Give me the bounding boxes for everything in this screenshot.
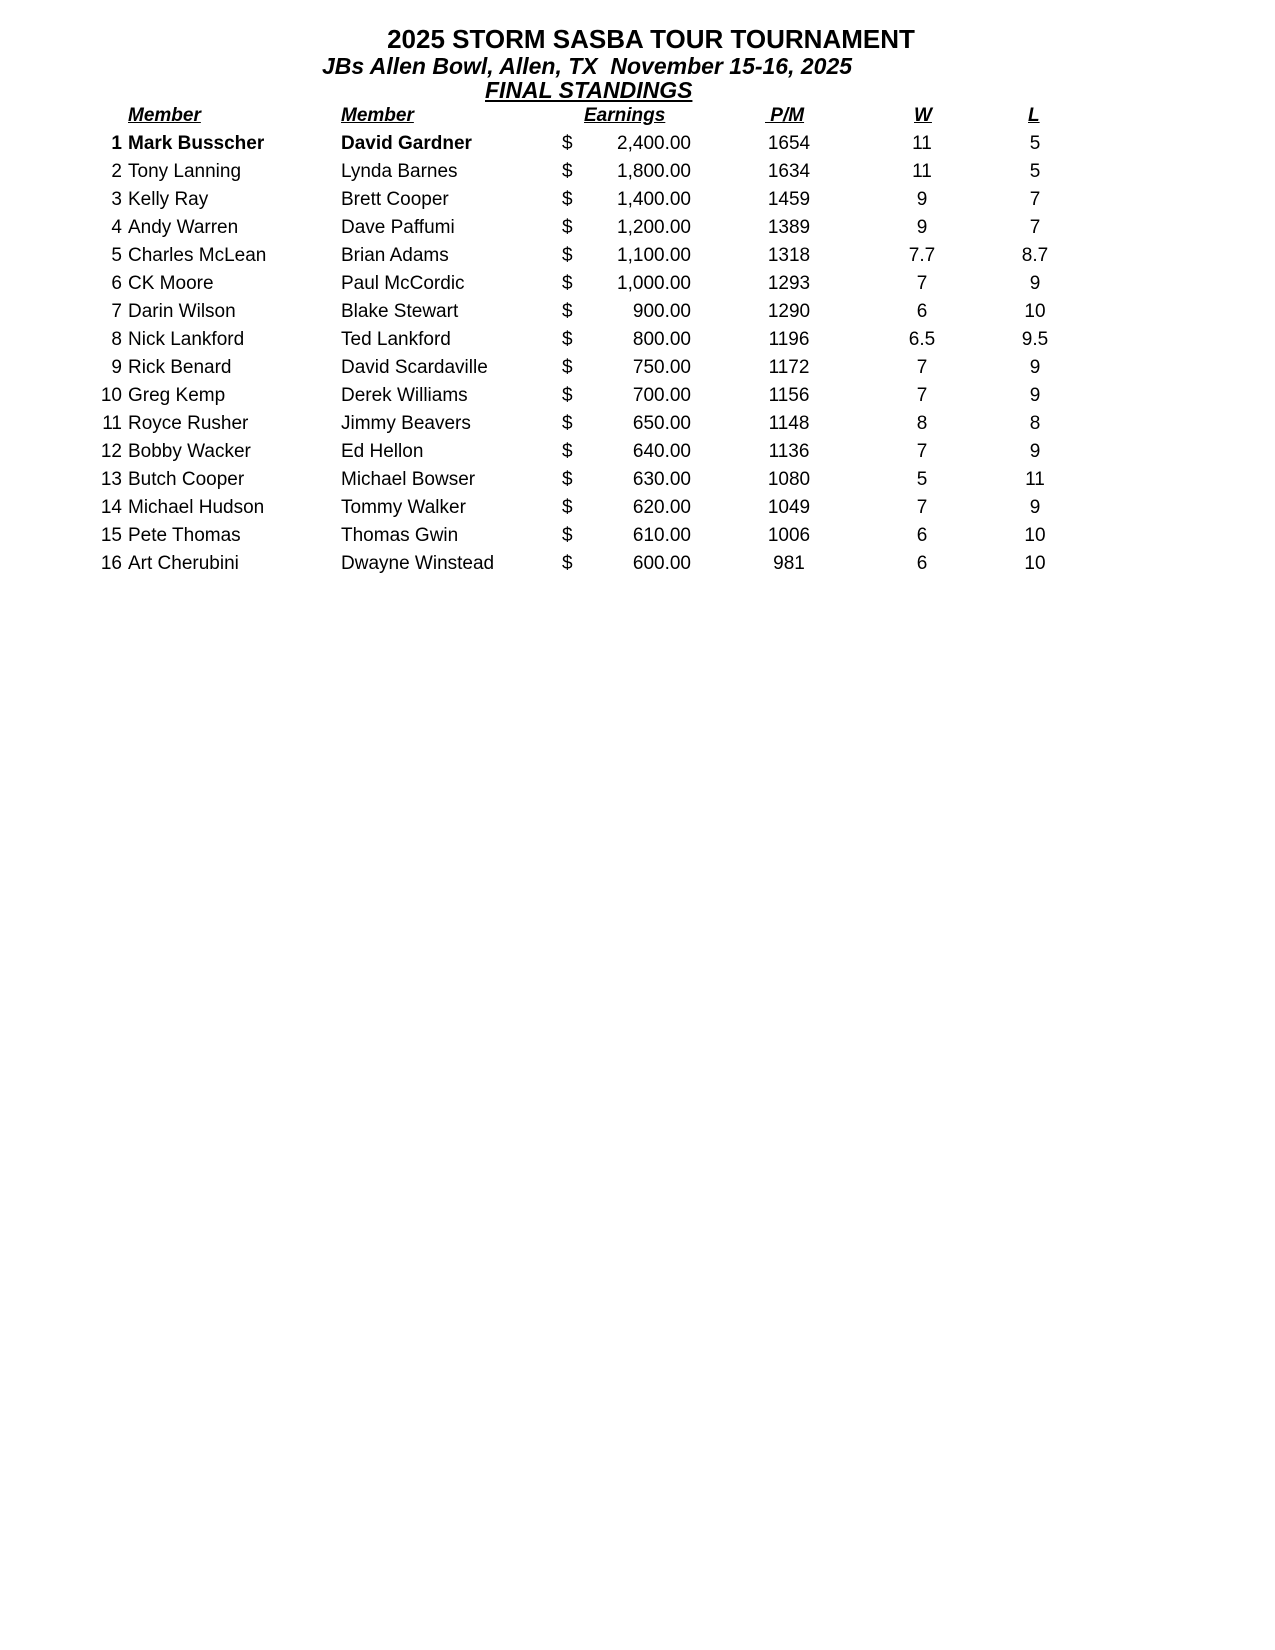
rank-cell: 15 [100,525,122,546]
member-2-cell: Tommy Walker [341,497,466,518]
losses-cell: 9 [1029,385,1041,406]
currency-cell: $ [562,133,573,154]
pm-cell: 1293 [767,273,811,294]
member-1-cell: Mark Busscher [128,133,265,154]
losses-cell: 9 [1029,357,1041,378]
member-1-cell: Michael Hudson [128,497,265,518]
table-row [0,410,1275,438]
currency-cell: $ [562,553,573,574]
rank-cell: 13 [100,469,122,490]
wins-cell: 7 [916,357,928,378]
pm-cell: 1080 [767,469,811,490]
member-1-cell: Andy Warren [128,217,239,238]
losses-cell: 8.7 [1021,245,1049,266]
table-row [0,438,1275,466]
pm-cell: 981 [773,553,805,574]
rank-cell: 8 [111,329,122,350]
earnings-cell: 600.00 [632,553,691,574]
table-row [0,270,1275,298]
rank-cell: 10 [100,385,122,406]
earnings-cell: 1,200.00 [617,217,691,238]
rank-cell: 12 [100,441,122,462]
document-title: 2025 STORM SASBA TOUR TOURNAMENT [387,24,915,54]
table-row [0,242,1275,270]
wins-cell: 7.7 [908,245,936,266]
pm-cell: 1634 [767,161,811,182]
member-2-cell: Michael Bowser [341,469,476,490]
table-row [0,550,1275,578]
table-header [0,103,1275,129]
losses-cell: 9.5 [1021,329,1049,350]
losses-cell: 5 [1029,133,1041,154]
losses-cell: 8 [1029,413,1041,434]
rank-cell: 16 [100,553,122,574]
losses-cell: 9 [1029,497,1041,518]
losses-cell: 9 [1029,441,1041,462]
currency-cell: $ [562,497,573,518]
currency-cell: $ [562,441,573,462]
earnings-cell: 640.00 [632,441,691,462]
member-1-cell: Pete Thomas [128,525,241,546]
member-2-cell: Derek Williams [341,385,468,406]
wins-cell: 7 [916,385,928,406]
rank-cell: 11 [102,413,122,434]
currency-cell: $ [562,413,573,434]
rank-cell: 9 [111,357,122,378]
earnings-cell: 620.00 [632,497,691,518]
currency-cell: $ [562,189,573,210]
member-2-cell: Thomas Gwin [341,525,459,546]
header-earnings: Earnings [584,105,666,126]
earnings-cell: 750.00 [632,357,691,378]
pm-cell: 1654 [767,133,811,154]
member-2-cell: Jimmy Beavers [341,413,471,434]
earnings-cell: 900.00 [632,301,691,322]
member-2-cell: Dwayne Winstead [341,553,495,574]
member-1-cell: Charles McLean [128,245,267,266]
rank-cell: 2 [111,161,122,182]
pm-cell: 1156 [768,385,810,406]
wins-cell: 11 [912,161,932,182]
earnings-cell: 1,400.00 [617,189,691,210]
wins-cell: 6 [916,553,928,574]
section-title: FINAL STANDINGS [485,77,693,103]
currency-cell: $ [562,161,573,182]
table-row [0,158,1275,186]
currency-cell: $ [562,301,573,322]
losses-cell: 10 [1024,525,1046,546]
document-subtitle: JBs Allen Bowl, Allen, TX November 15-16, 2025 [322,53,853,79]
member-1-cell: Nick Lankford [128,329,245,350]
wins-cell: 5 [916,469,928,490]
wins-cell: 11 [912,133,932,154]
table-row [0,382,1275,410]
member-1-cell: Rick Benard [128,357,232,378]
pm-cell: 1318 [767,245,811,266]
member-1-cell: Tony Lanning [128,161,242,182]
table-row [0,214,1275,242]
earnings-cell: 1,100.00 [617,245,691,266]
pm-cell: 1136 [768,441,810,462]
earnings-cell: 630.00 [632,469,691,490]
wins-cell: 6 [916,525,928,546]
header-pm: P/M [765,105,805,126]
pm-cell: 1290 [767,301,811,322]
rank-cell: 6 [111,273,122,294]
member-2-cell: Dave Paffumi [341,217,455,238]
rank-cell: 5 [111,245,122,266]
losses-cell: 5 [1029,161,1041,182]
losses-cell: 9 [1029,273,1041,294]
earnings-cell: 700.00 [632,385,691,406]
pm-cell: 1196 [768,329,810,350]
pm-cell: 1172 [768,357,810,378]
table-row [0,326,1275,354]
member-2-cell: Ed Hellon [341,441,424,462]
pm-cell: 1389 [767,217,811,238]
header-member-1: Member [128,105,201,126]
member-1-cell: Art Cherubini [128,553,239,574]
table-row [0,298,1275,326]
earnings-cell: 1,000.00 [617,273,691,294]
pm-cell: 1006 [767,525,811,546]
member-1-cell: Kelly Ray [128,189,209,210]
member-1-cell: Darin Wilson [128,301,236,322]
rank-cell: 4 [111,217,122,238]
wins-cell: 7 [916,273,928,294]
member-1-cell: Royce Rusher [128,413,249,434]
member-2-cell: Lynda Barnes [341,161,458,182]
earnings-cell: 650.00 [632,413,691,434]
currency-cell: $ [562,525,573,546]
wins-cell: 9 [916,189,928,210]
pm-cell: 1049 [767,497,811,518]
table-row [0,354,1275,382]
currency-cell: $ [562,273,573,294]
header-member-2: Member [341,105,414,126]
member-2-cell: Brian Adams [341,245,449,266]
header-l: L [1028,105,1040,126]
member-2-cell: Paul McCordic [341,273,465,294]
wins-cell: 6 [916,301,928,322]
wins-cell: 7 [916,441,928,462]
losses-cell: 7 [1029,189,1041,210]
wins-cell: 8 [916,413,928,434]
losses-cell: 7 [1029,217,1041,238]
wins-cell: 6.5 [908,329,936,350]
currency-cell: $ [562,469,573,490]
wins-cell: 9 [916,217,928,238]
member-1-cell: Bobby Wacker [128,441,251,462]
member-2-cell: David Scardaville [341,357,488,378]
wins-cell: 7 [916,497,928,518]
table-row [0,186,1275,214]
rank-cell: 3 [111,189,122,210]
rank-cell: 7 [111,301,122,322]
rank-cell: 14 [100,497,122,518]
losses-cell: 10 [1024,553,1046,574]
currency-cell: $ [562,357,573,378]
member-1-cell: Butch Cooper [128,469,245,490]
member-2-cell: Brett Cooper [341,189,449,210]
standings-table [0,130,1275,578]
currency-cell: $ [562,385,573,406]
member-2-cell: Ted Lankford [341,329,451,350]
member-2-cell: Blake Stewart [341,301,459,322]
earnings-cell: 610.00 [632,525,691,546]
currency-cell: $ [562,329,573,350]
rank-cell: 1 [111,133,122,154]
earnings-cell: 1,800.00 [617,161,691,182]
member-1-cell: Greg Kemp [128,385,226,406]
losses-cell: 10 [1024,301,1046,322]
member-1-cell: CK Moore [128,273,214,294]
table-row [0,466,1275,494]
header-w: W [914,105,932,126]
currency-cell: $ [562,217,573,238]
currency-cell: $ [562,245,573,266]
losses-cell: 11 [1025,469,1045,490]
table-row [0,522,1275,550]
pm-cell: 1148 [768,413,810,434]
earnings-cell: 2,400.00 [617,133,691,154]
member-2-cell: David Gardner [341,133,472,154]
table-row [0,130,1275,158]
earnings-cell: 800.00 [632,329,691,350]
table-row [0,494,1275,522]
pm-cell: 1459 [767,189,811,210]
